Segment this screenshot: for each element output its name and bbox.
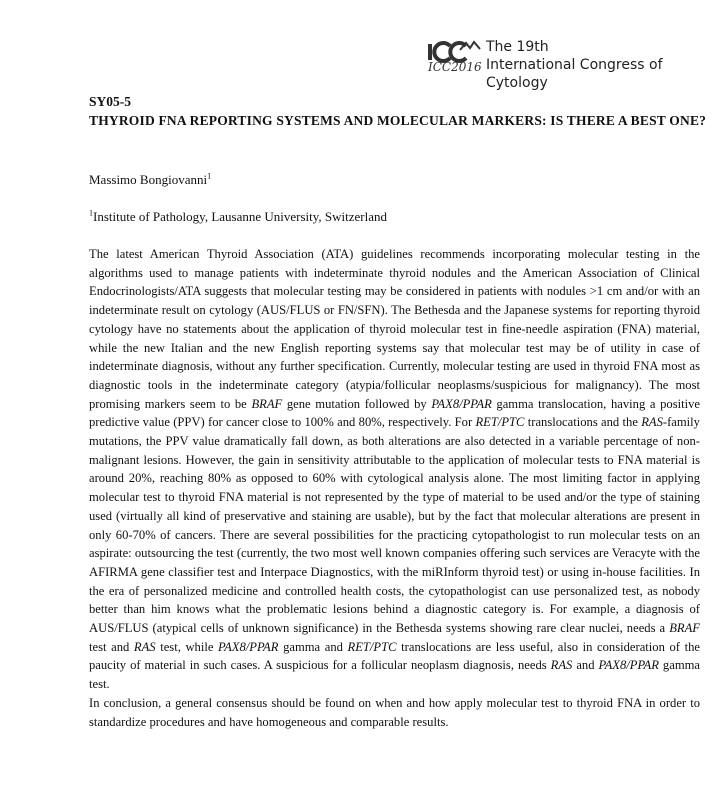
- body-text: translocations and the: [524, 415, 642, 430]
- body-text: test, while: [155, 639, 219, 654]
- congress-logo: [426, 38, 716, 91]
- abstract-code: SY05-5: [89, 94, 132, 109]
- body-paragraph-1: [89, 245, 700, 694]
- logo-text: [486, 38, 716, 92]
- body-text: gamma and: [278, 639, 348, 654]
- body-text: gamma translocation, having a positive predictive value (PPV) for cancer close to 100% and 80%, respectively. For: [89, 396, 700, 430]
- body-text: -family mutations, the PPV value dramatically fall down, as both alterations are also detected in a variable percentage of non-malignant lesions. However, the gain in sensitivity attributable to the application of molecular tests to FNA material is around 20%, reaching 80% as opposed to 60% with cytological analysis alone. The most limiting factor in applying molecular test to thyroid FNA material is not represented by the type of material to be used and/or the type of staining used (virtually all kind of preservative and staining are usable), but by the fact that molecular alterations are present in only 60-70% of cancers. There are several possibilities for the practicing cytopathologist to run molecular tests on an aspirate: outsourcing the test (currently, the two most well known companies offering such services are Veracyte with the AFIRMA gene classifier test and Interpace Diagnostics, with the miRInform thyroid test) or using in-house facilities. In the era of personalized medicine and controlled health costs, the cytopathologist can use personalized test, as nobody better than him knows what the problematic lesions behind a diagnostic category is. For example, a diagnosis of AUS/FLUS (atypical cells of unknown significance) in the Bethesda systems showing rare clear nuclei, needs a: [89, 415, 700, 636]
- logo-line-2: International Congress of Cytology: [486, 57, 663, 91]
- author: [89, 172, 211, 188]
- gene-name: PAX8/PPAR: [218, 639, 279, 654]
- logo-year-text: ICC2016: [428, 60, 482, 74]
- abstract-title: THYROID FNA REPORTING SYSTEMS AND MOLECULAR MARKERS: IS THERE A BEST ONE?: [89, 113, 707, 128]
- gene-name: PAX8/PPAR: [598, 658, 659, 673]
- body-text: gamma test.: [89, 658, 701, 692]
- body-text: gene mutation followed by: [282, 396, 432, 411]
- abstract-body: [89, 245, 700, 731]
- gene-name: RAS: [133, 639, 156, 654]
- logo-line-1: The 19th: [486, 39, 549, 55]
- gene-name: RAS: [641, 415, 663, 430]
- gene-name: BRAF: [669, 621, 700, 636]
- gene-name: PAX8/PPAR: [431, 396, 492, 411]
- body-text: and: [572, 658, 599, 673]
- gene-name: RET/PTC: [347, 639, 397, 654]
- author-superscript: 1: [207, 171, 212, 181]
- gene-name: BRAF: [251, 396, 283, 411]
- affiliation-superscript: 1: [89, 208, 93, 218]
- body-text: The latest American Thyroid Association (ATA) guidelines recommends incorporating molecular testing in the algorithms used to manage patients with indeterminate thyroid nodules and the American Association of Clinical Endocrinologists/ATA suggests that molecular testing may be considered in patients with nodules >1 cm and/or with an indeterminate result on cytology (AUS/FLUS or FN/SFN). The Bethesda and the Japanese systems for reporting thyroid cytology have no statements about the application of thyroid molecular test in fine-needle aspiration (FNA) material, while the new Italian and the new English reporting systems say that molecular test may be of utility in case of indeterminate diagnosis, without any further specification. Currently, molecular testing are used in thyroid FNA most as diagnostic tools in the indeterminate category (atypia/follicular neoplasms/suspicious for malignancy). The most promising markers seem to be: [89, 247, 700, 411]
- author-name: Massimo Bongiovanni: [89, 172, 208, 187]
- gene-name: RAS: [550, 658, 573, 673]
- body-text: test and: [89, 639, 134, 654]
- affiliation-text: Institute of Pathology, Lausanne University, Switzerland: [93, 209, 388, 224]
- gene-name: RET/PTC: [475, 415, 525, 430]
- body-paragraph-2: In conclusion, a general consensus should be found on when and how apply molecular test to thyroid FNA in order to standardize procedures and have homogeneous and comparable results.: [89, 695, 700, 729]
- affiliation: [89, 209, 387, 225]
- body-text: translocations are less useful, also in consideration of the paucity of material in such cases. A suspicious for a follicular neoplasm diagnosis, needs: [89, 639, 700, 673]
